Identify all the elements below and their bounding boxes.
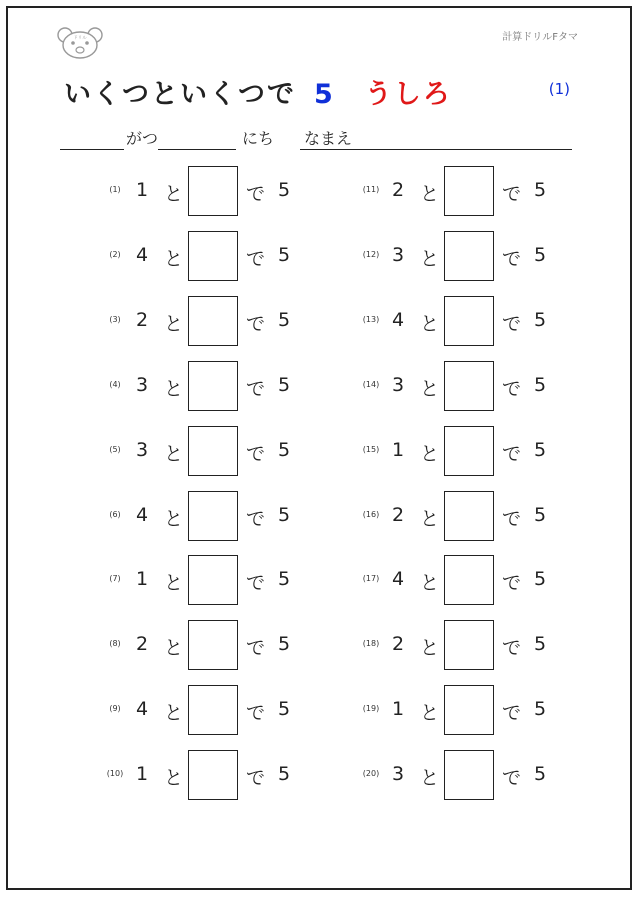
question-number: (16) <box>362 509 380 519</box>
question-row <box>100 620 300 672</box>
to-label: と <box>164 702 184 725</box>
answer-box[interactable] <box>188 166 238 216</box>
de-label: で <box>246 247 266 270</box>
answer-box[interactable] <box>444 491 494 541</box>
total-number: 5 <box>278 438 291 461</box>
given-number: 4 <box>392 308 405 331</box>
sheet-number: (1) <box>548 80 570 98</box>
question-number: (15) <box>362 444 380 454</box>
to-label: と <box>420 702 440 725</box>
de-label: で <box>246 312 266 335</box>
to-label: と <box>164 183 184 205</box>
de-label: で <box>502 312 522 335</box>
question-row <box>100 166 300 218</box>
de-label: で <box>502 637 522 660</box>
total-number: 5 <box>278 179 291 201</box>
given-number: 3 <box>392 763 405 786</box>
to-label: と <box>420 312 440 335</box>
given-number: 2 <box>136 633 149 656</box>
to-label: と <box>420 377 440 400</box>
de-label: で <box>246 377 266 400</box>
de-label: で <box>246 637 266 660</box>
question-number: (13) <box>362 314 380 324</box>
total-number: 5 <box>534 438 547 461</box>
answer-box[interactable] <box>188 685 238 735</box>
title-number: 5 <box>314 79 335 110</box>
question-number: (14) <box>362 379 380 389</box>
answer-box[interactable] <box>444 231 494 281</box>
name-label: なまえ <box>304 129 353 148</box>
de-label: で <box>246 442 266 465</box>
given-number: 3 <box>136 438 149 461</box>
question-row <box>356 231 556 283</box>
question-row <box>100 361 300 413</box>
to-label: と <box>164 637 184 660</box>
question-row <box>356 555 556 607</box>
answer-box[interactable] <box>444 166 494 216</box>
de-label: で <box>502 247 522 270</box>
answer-box[interactable] <box>444 750 494 800</box>
to-label: と <box>164 247 184 270</box>
answer-box[interactable] <box>444 685 494 735</box>
question-row <box>100 296 300 348</box>
question-number: (7) <box>109 574 121 584</box>
month-blank[interactable] <box>60 149 124 150</box>
given-number: 2 <box>392 179 405 201</box>
given-number: 3 <box>392 243 405 266</box>
total-number: 5 <box>534 763 547 786</box>
given-number: 4 <box>136 698 149 721</box>
de-label: で <box>246 572 266 595</box>
to-label: と <box>420 637 440 660</box>
given-number: 2 <box>392 503 405 526</box>
question-row <box>356 426 556 478</box>
question-row <box>100 491 300 543</box>
given-number: 1 <box>136 179 149 201</box>
to-label: と <box>420 247 440 270</box>
answer-box[interactable] <box>444 361 494 411</box>
total-number: 5 <box>534 568 547 591</box>
brand-label: 計算ドリルFタマ <box>502 32 578 43</box>
answer-box[interactable] <box>444 296 494 346</box>
question-number: (10) <box>106 769 124 779</box>
question-number: (19) <box>362 704 380 714</box>
question-number: (1) <box>109 185 121 194</box>
to-label: と <box>420 572 440 595</box>
de-label: で <box>502 702 522 725</box>
to-label: と <box>164 507 184 530</box>
day-blank[interactable] <box>158 149 236 150</box>
answer-box[interactable] <box>444 426 494 476</box>
given-number: 4 <box>392 568 405 591</box>
answer-box[interactable] <box>188 555 238 605</box>
question-row <box>356 685 556 737</box>
title-main: いくつといくつで <box>64 79 296 110</box>
to-label: と <box>164 442 184 465</box>
to-label: と <box>420 767 440 790</box>
total-number: 5 <box>278 698 291 721</box>
name-blank[interactable] <box>300 149 572 150</box>
answer-box[interactable] <box>444 555 494 605</box>
total-number: 5 <box>278 373 291 396</box>
question-number: (6) <box>109 509 121 519</box>
question-number: (5) <box>109 444 121 454</box>
worksheet-title <box>64 72 452 111</box>
total-number: 5 <box>534 179 547 201</box>
question-row <box>100 685 300 737</box>
to-label: と <box>420 442 440 465</box>
question-row <box>100 426 300 478</box>
question-number: (9) <box>109 704 121 714</box>
given-number: 1 <box>392 438 405 461</box>
answer-box[interactable] <box>188 750 238 800</box>
de-label: で <box>502 183 522 205</box>
answer-box[interactable] <box>188 361 238 411</box>
question-number: (3) <box>109 314 121 324</box>
total-number: 5 <box>278 243 291 266</box>
question-row <box>356 620 556 672</box>
answer-box[interactable] <box>444 620 494 670</box>
to-label: と <box>420 183 440 205</box>
to-label: と <box>164 312 184 335</box>
given-number: 3 <box>392 373 405 396</box>
question-row <box>356 750 556 802</box>
de-label: で <box>502 442 522 465</box>
question-number: (18) <box>362 639 380 649</box>
de-label: で <box>246 702 266 725</box>
question-number: (2) <box>109 249 121 259</box>
given-number: 2 <box>392 633 405 656</box>
de-label: で <box>246 767 266 790</box>
total-number: 5 <box>534 698 547 721</box>
bear-logo-icon <box>56 26 104 60</box>
de-label: で <box>502 767 522 790</box>
question-number: (4) <box>109 379 121 389</box>
question-number: (8) <box>109 639 121 649</box>
total-number: 5 <box>534 308 547 331</box>
question-number: (17) <box>362 574 380 584</box>
de-label: で <box>502 377 522 400</box>
total-number: 5 <box>278 308 291 331</box>
to-label: と <box>164 767 184 790</box>
answer-box[interactable] <box>188 620 238 670</box>
total-number: 5 <box>278 503 291 526</box>
answer-box[interactable] <box>188 296 238 346</box>
title-sub: うしろ <box>364 79 452 110</box>
total-number: 5 <box>534 633 547 656</box>
total-number: 5 <box>534 373 547 396</box>
answer-box[interactable] <box>188 491 238 541</box>
de-label: で <box>246 507 266 530</box>
question-row <box>356 361 556 413</box>
given-number: 3 <box>136 373 149 396</box>
question-row <box>100 231 300 283</box>
given-number: 1 <box>136 763 149 786</box>
question-row <box>356 491 556 543</box>
question-number: (20) <box>362 769 380 779</box>
answer-box[interactable] <box>188 231 238 281</box>
total-number: 5 <box>534 243 547 266</box>
question-number: (11) <box>362 185 380 194</box>
question-row <box>356 166 556 218</box>
total-number: 5 <box>278 763 291 786</box>
to-label: と <box>164 572 184 595</box>
de-label: で <box>502 572 522 595</box>
question-row <box>356 296 556 348</box>
given-number: 2 <box>136 308 149 331</box>
total-number: 5 <box>278 568 291 591</box>
month-label: がつ <box>126 129 159 148</box>
day-label: にち <box>242 129 275 148</box>
de-label: で <box>502 507 522 530</box>
question-row <box>100 750 300 802</box>
given-number: 4 <box>136 503 149 526</box>
to-label: と <box>164 377 184 400</box>
given-number: 4 <box>136 243 149 266</box>
logo-text: ドリル <box>73 36 87 41</box>
question-number: (12) <box>362 249 380 259</box>
name-line <box>0 120 640 150</box>
given-number: 1 <box>392 698 405 721</box>
answer-box[interactable] <box>188 426 238 476</box>
question-row <box>100 555 300 607</box>
total-number: 5 <box>278 633 291 656</box>
to-label: と <box>420 507 440 530</box>
total-number: 5 <box>534 503 547 526</box>
de-label: で <box>246 183 266 205</box>
given-number: 1 <box>136 568 149 591</box>
